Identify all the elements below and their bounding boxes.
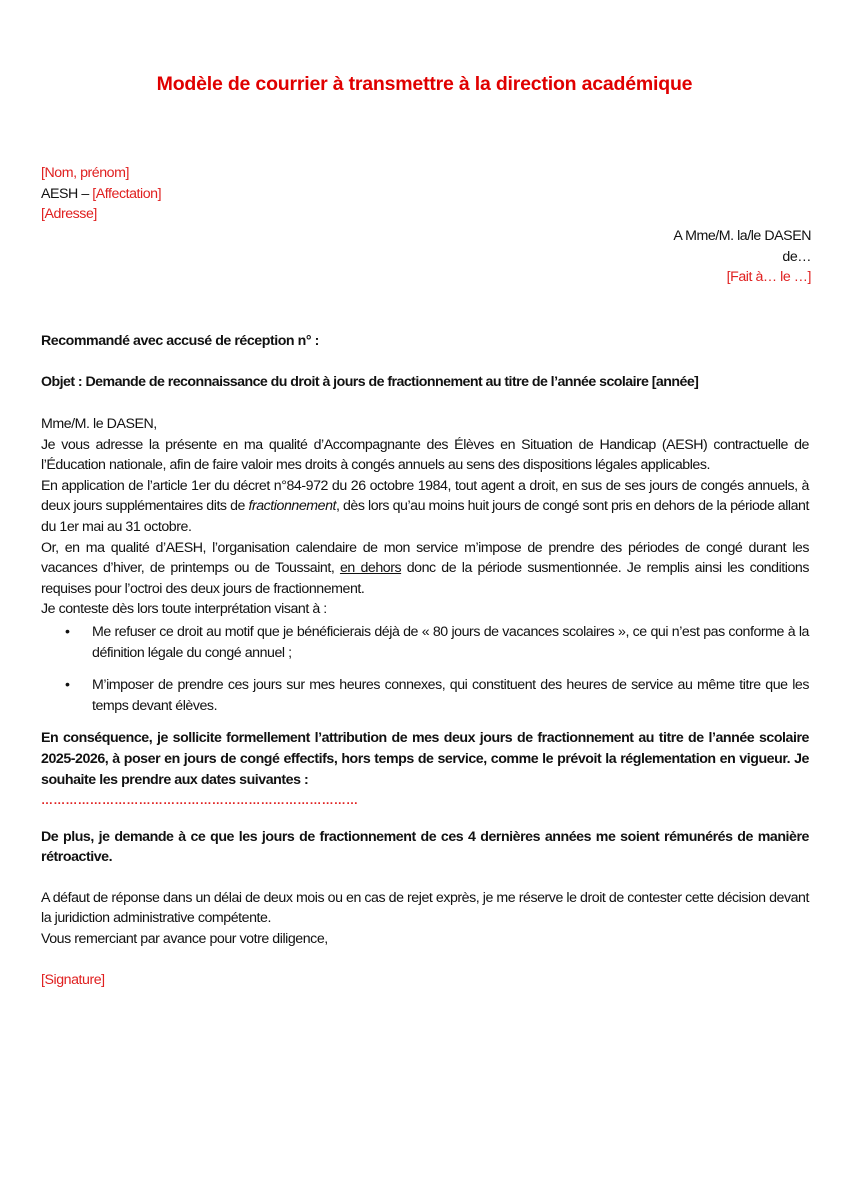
salutation: Mme/M. le DASEN, bbox=[41, 416, 157, 432]
paragraph-conditions bbox=[41, 538, 809, 600]
conditions-text-end: donc de la période susmentionnée. Je remplis ainsi les conditions requises pour l’octroi des deux jours de fractionnement. bbox=[41, 560, 809, 597]
sender-block bbox=[41, 163, 161, 225]
contest-intro: Je conteste dès lors toute interprétation visant à : bbox=[41, 601, 327, 618]
retroactive-paragraph: De plus, je demande à ce que les jours de fractionnement de ces 4 dernières années me soient rémunérés de manière rétroactive. bbox=[41, 828, 809, 866]
closing-paragraph: A défaut de réponse dans un délai de deux mois ou en cas de rejet exprès, je me réserve le droit de contester cette décision devant la juridiction administrative compétente. bbox=[41, 889, 809, 927]
contest-list bbox=[41, 622, 809, 716]
subject-line: Objet : Demande de reconnaissance du droit à jours de fractionnement au titre de l’année scolaire [année] bbox=[41, 374, 699, 390]
conditions-text-start: Or, en ma qualité d’AESH, l’organisation calendaire de mon service m’impose de prendre des périodes de congé durant les vacances d’hiver, de printemps ou de Toussaint, bbox=[41, 539, 809, 577]
decree-text-start: En application de l’article 1er du décret n°84-972 du 26 octobre 1984, tout agent a droit, en sus de ses jours de congés annuels, à deux jours supplémentaires dits de bbox=[41, 477, 809, 515]
place-date-placeholder: [Fait à… le …] bbox=[726, 269, 811, 285]
sender-address-placeholder: [Adresse] bbox=[41, 206, 97, 222]
contest-item: • Me refuser ce droit au motif que je bénéficierais déjà de « 80 jours de vacances scolaires », ce qui n’est pas conforme à la définition légale du congé annuel ; bbox=[41, 622, 809, 663]
dates-placeholder: …………………………………………………………………… bbox=[41, 793, 359, 808]
closing-thanks: Vous remerciant par avance pour votre diligence, bbox=[41, 931, 328, 948]
recipient-line-1: A Mme/M. la/le DASEN bbox=[673, 228, 811, 244]
letter-body bbox=[41, 414, 809, 990]
registered-mail-line: Recommandé avec accusé de réception n° : bbox=[41, 333, 319, 349]
recipient-block bbox=[673, 226, 811, 288]
document-title: Modèle de courrier à transmettre à la direction académique bbox=[156, 73, 693, 95]
request-paragraph: En conséquence, je sollicite formellement l’attribution de mes deux jours de fractionnement au titre de l’année scolaire 2025-2026, à poser en jours de congé effectifs, hors temps de service, comme le prévoit la réglementation en vigueur. Je souhaite les prendre aux dates suivantes : bbox=[41, 730, 809, 788]
recipient-line-2: de… bbox=[782, 248, 811, 265]
sender-name-placeholder: [Nom, prénom] bbox=[41, 165, 129, 181]
sender-role-prefix: AESH – bbox=[41, 185, 93, 202]
decree-italic-term: fractionnement bbox=[248, 498, 336, 515]
sender-role-line bbox=[41, 184, 161, 205]
paragraph-status: Je vous adresse la présente en ma qualité d’Accompagnante des Élèves en Situation de Handicap (AESH) contractuelle de l’Éducation nationale, afin de faire valoir mes droits à congés annuels au sens des dispositions légales applicables. bbox=[41, 436, 809, 474]
paragraph-decree bbox=[41, 476, 809, 538]
contest-item: • M’imposer de prendre ces jours sur mes heures connexes, qui constituent des heures de service au même titre que les temps devant élèves. bbox=[41, 675, 809, 716]
sender-assignment-placeholder: [Affectation] bbox=[92, 185, 162, 202]
conditions-underlined: en dehors bbox=[339, 560, 402, 577]
signature-placeholder: [Signature] bbox=[41, 971, 105, 988]
decree-text-end: , dès lors qu’au moins huit jours de congé sont pris en dehors de la période allant du 1er mai au 31 octobre. bbox=[41, 498, 809, 535]
